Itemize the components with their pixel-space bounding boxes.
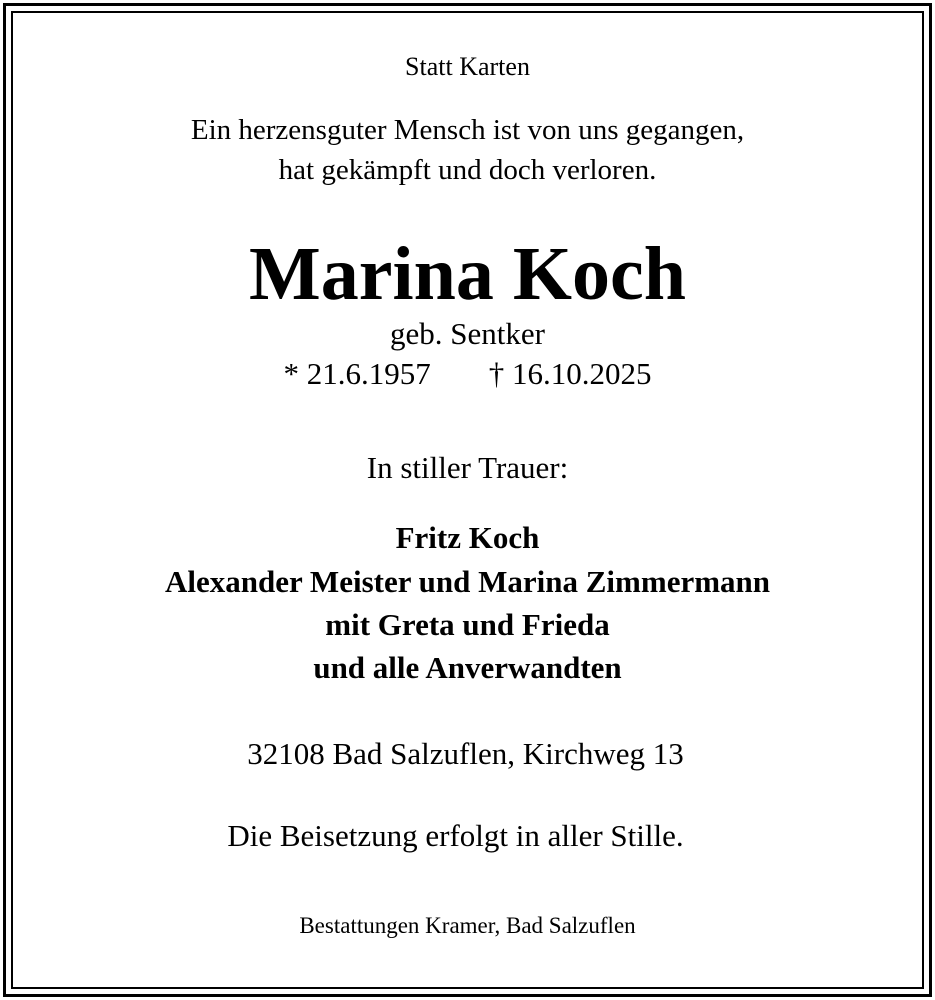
- intro-line-2: hat gekämpft und doch verloren.: [278, 154, 657, 186]
- maiden-name: geb. Sentker: [390, 316, 545, 351]
- undertaker: Bestattungen Kramer, Bad Salzuflen: [299, 913, 636, 938]
- header-statt-karten: Statt Karten: [405, 52, 530, 81]
- deceased-name: Marina Koch: [249, 232, 686, 316]
- mourning-phrase: In stiller Trauer:: [366, 450, 569, 485]
- death-date: † 16.10.2025: [488, 356, 652, 391]
- funeral-note: Die Beisetzung erfolgt in aller Stille.: [227, 818, 684, 853]
- mourner-line: und alle Anverwandten: [313, 650, 622, 685]
- birth-date: * 21.6.1957: [283, 356, 431, 391]
- intro-line-1: Ein herzensguter Mensch ist von uns gegangen,: [190, 114, 745, 146]
- life-dates: [0, 358, 935, 389]
- mourner-line: mit Greta und Frieda: [325, 607, 610, 642]
- address: 32108 Bad Salzuflen, Kirchweg 13: [247, 736, 684, 771]
- mourner-line: Fritz Koch: [395, 520, 540, 555]
- mourner-line: Alexander Meister und Marina Zimmermann: [164, 564, 771, 599]
